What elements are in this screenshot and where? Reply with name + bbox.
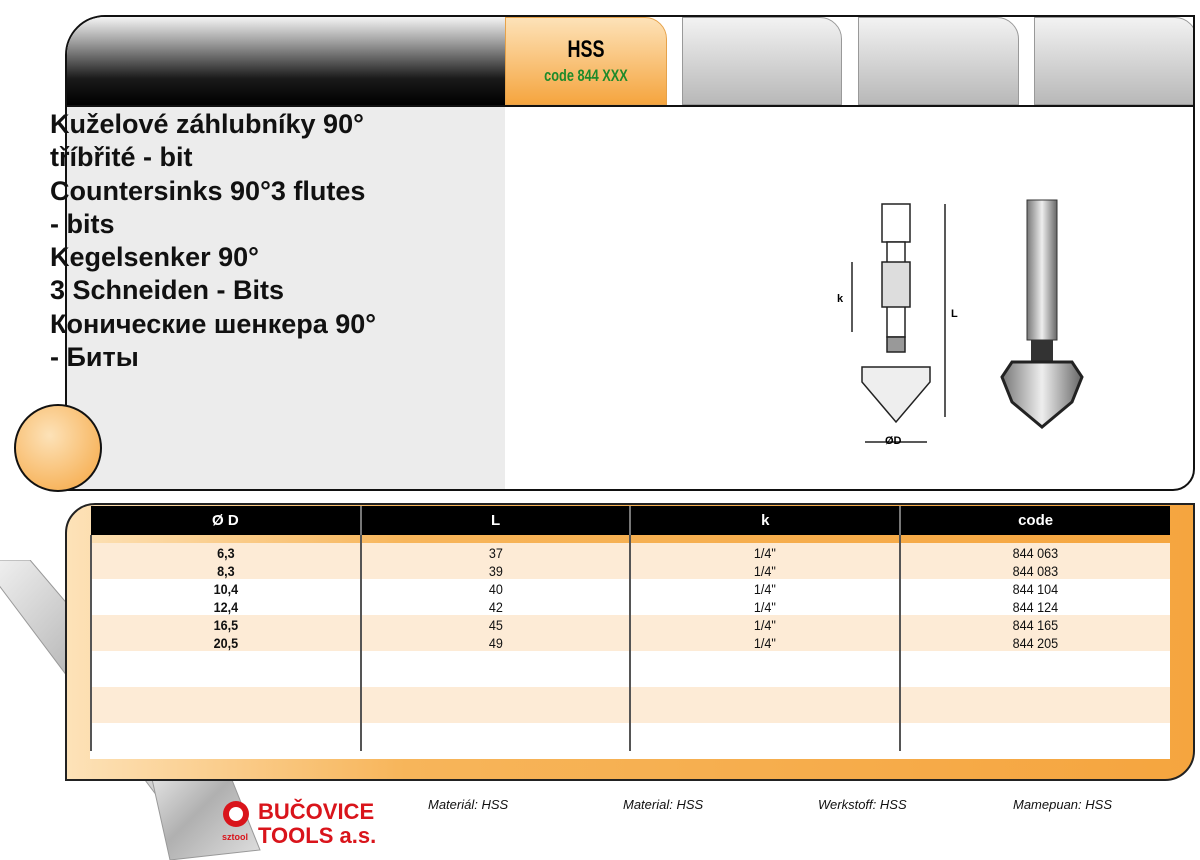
column-k-values: 1/4" 1/4" 1/4" 1/4" 1/4" 1/4" — [754, 545, 777, 651]
brand-name — [258, 800, 376, 848]
label-k: k — [837, 293, 844, 305]
table-row — [91, 535, 1170, 751]
decorative-circle — [14, 404, 102, 492]
material-ru: Mamepuan: HSS — [1013, 797, 1112, 812]
dimensions-table — [90, 506, 1170, 751]
company-logo-icon — [220, 800, 252, 844]
tab-hss-title: HSS — [567, 36, 605, 63]
header-d: Ø D — [91, 506, 361, 535]
tab-hss[interactable] — [505, 17, 667, 105]
column-d-values: 6,3 8,3 10,4 12,4 16,5 20,5 — [213, 545, 239, 651]
material-en: Material: HSS — [623, 797, 704, 812]
header-code: code — [900, 506, 1170, 535]
label-D: ØD — [885, 435, 902, 447]
header-l: L — [361, 506, 631, 535]
product-title: Kuželové záhlubníky 90° tříbřité - bit Countersinks 90°3 flutes - bits Kegelsenker 90° 3 Schneiden - Bits Конические шенкера 90° - Биты — [50, 109, 377, 373]
brand-line-1: BUČOVICE — [258, 799, 375, 824]
brand-line-2: TOOLS a.s. — [258, 823, 377, 848]
header-k: k — [630, 506, 900, 535]
countersink-drawing — [827, 192, 1187, 452]
label-L: L — [951, 308, 958, 320]
material-cz: Materiál: HSS — [428, 797, 509, 812]
tab-hss-code: code 844 XXX — [544, 66, 628, 85]
logo-text: sztool — [222, 832, 248, 842]
table-header-row — [91, 506, 1170, 535]
column-l-values: 37 39 40 42 45 49 — [488, 545, 503, 651]
tab-empty-3[interactable] — [1034, 17, 1195, 105]
material-de: Werkstoff: HSS — [818, 797, 907, 812]
tab-empty-1[interactable] — [682, 17, 842, 105]
tab-empty-2[interactable] — [858, 17, 1019, 105]
header-bar — [67, 17, 505, 105]
column-code-values: 844 063 844 083 844 104 844 124 844 165 844 205 — [1012, 545, 1059, 651]
